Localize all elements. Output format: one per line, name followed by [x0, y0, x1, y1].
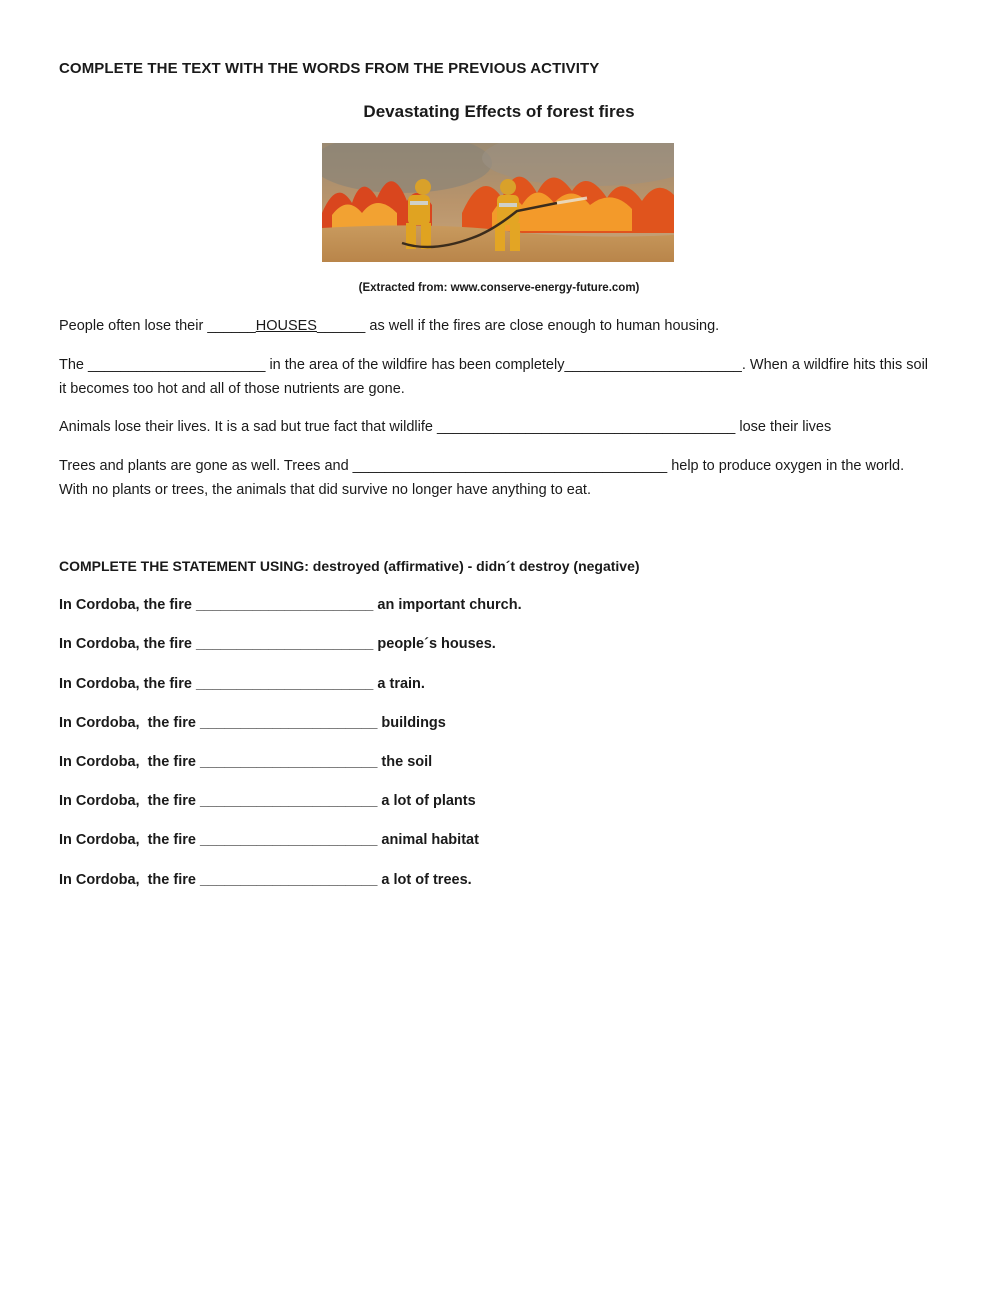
forest-fire-photo — [322, 143, 674, 262]
paragraph-animals: Animals lose their lives. It is a sad but true fact that wildlife _____________________________________ lose their lives — [59, 419, 832, 435]
p1-after: ______ as well if the fires are close enough to human housing. — [316, 318, 720, 334]
statement-line: In Cordoba, the fire ______________________ animal habitat — [59, 832, 479, 848]
document-title: Devastating Effects of forest fires — [363, 102, 635, 121]
statement-line: In Cordoba, the fire ______________________ people´s houses. — [59, 636, 496, 652]
statement-line: In Cordoba, the fire ______________________ an important church. — [59, 597, 522, 613]
image-source-caption: (Extracted from: www.conserve-energy-future.com) — [358, 282, 640, 294]
paragraph-soil: The ______________________ in the area of the wildfire has been completely______________________. When a wildfire hits this soil it becomes too hot and all of those nutrients are gone. — [59, 357, 929, 397]
p1-before: People often lose their ______ — [59, 318, 256, 334]
statement-line: In Cordoba, the fire ______________________ buildings — [59, 715, 446, 731]
paragraph-houses — [59, 314, 929, 338]
statement-line: In Cordoba, the fire ______________________ a train. — [59, 676, 425, 692]
paragraph-trees: Trees and plants are gone as well. Trees and _______________________________________ help to produce oxygen in the world. With no plants or trees, the animals that did survive no longer have anything to eat. — [59, 458, 905, 498]
statement-line: In Cordoba, the fire ______________________ a lot of plants — [59, 793, 476, 809]
statement-instruction: COMPLETE THE STATEMENT USING: destroyed (affirmative) - didn´t destroy (negative) — [59, 558, 640, 574]
filled-answer: HOUSES — [255, 318, 317, 334]
statement-line: In Cordoba, the fire ______________________ the soil — [59, 754, 433, 770]
statement-line: In Cordoba, the fire ______________________ a lot of trees. — [59, 872, 472, 888]
instruction-heading: COMPLETE THE TEXT WITH THE WORDS FROM THE PREVIOUS ACTIVITY — [59, 60, 600, 77]
